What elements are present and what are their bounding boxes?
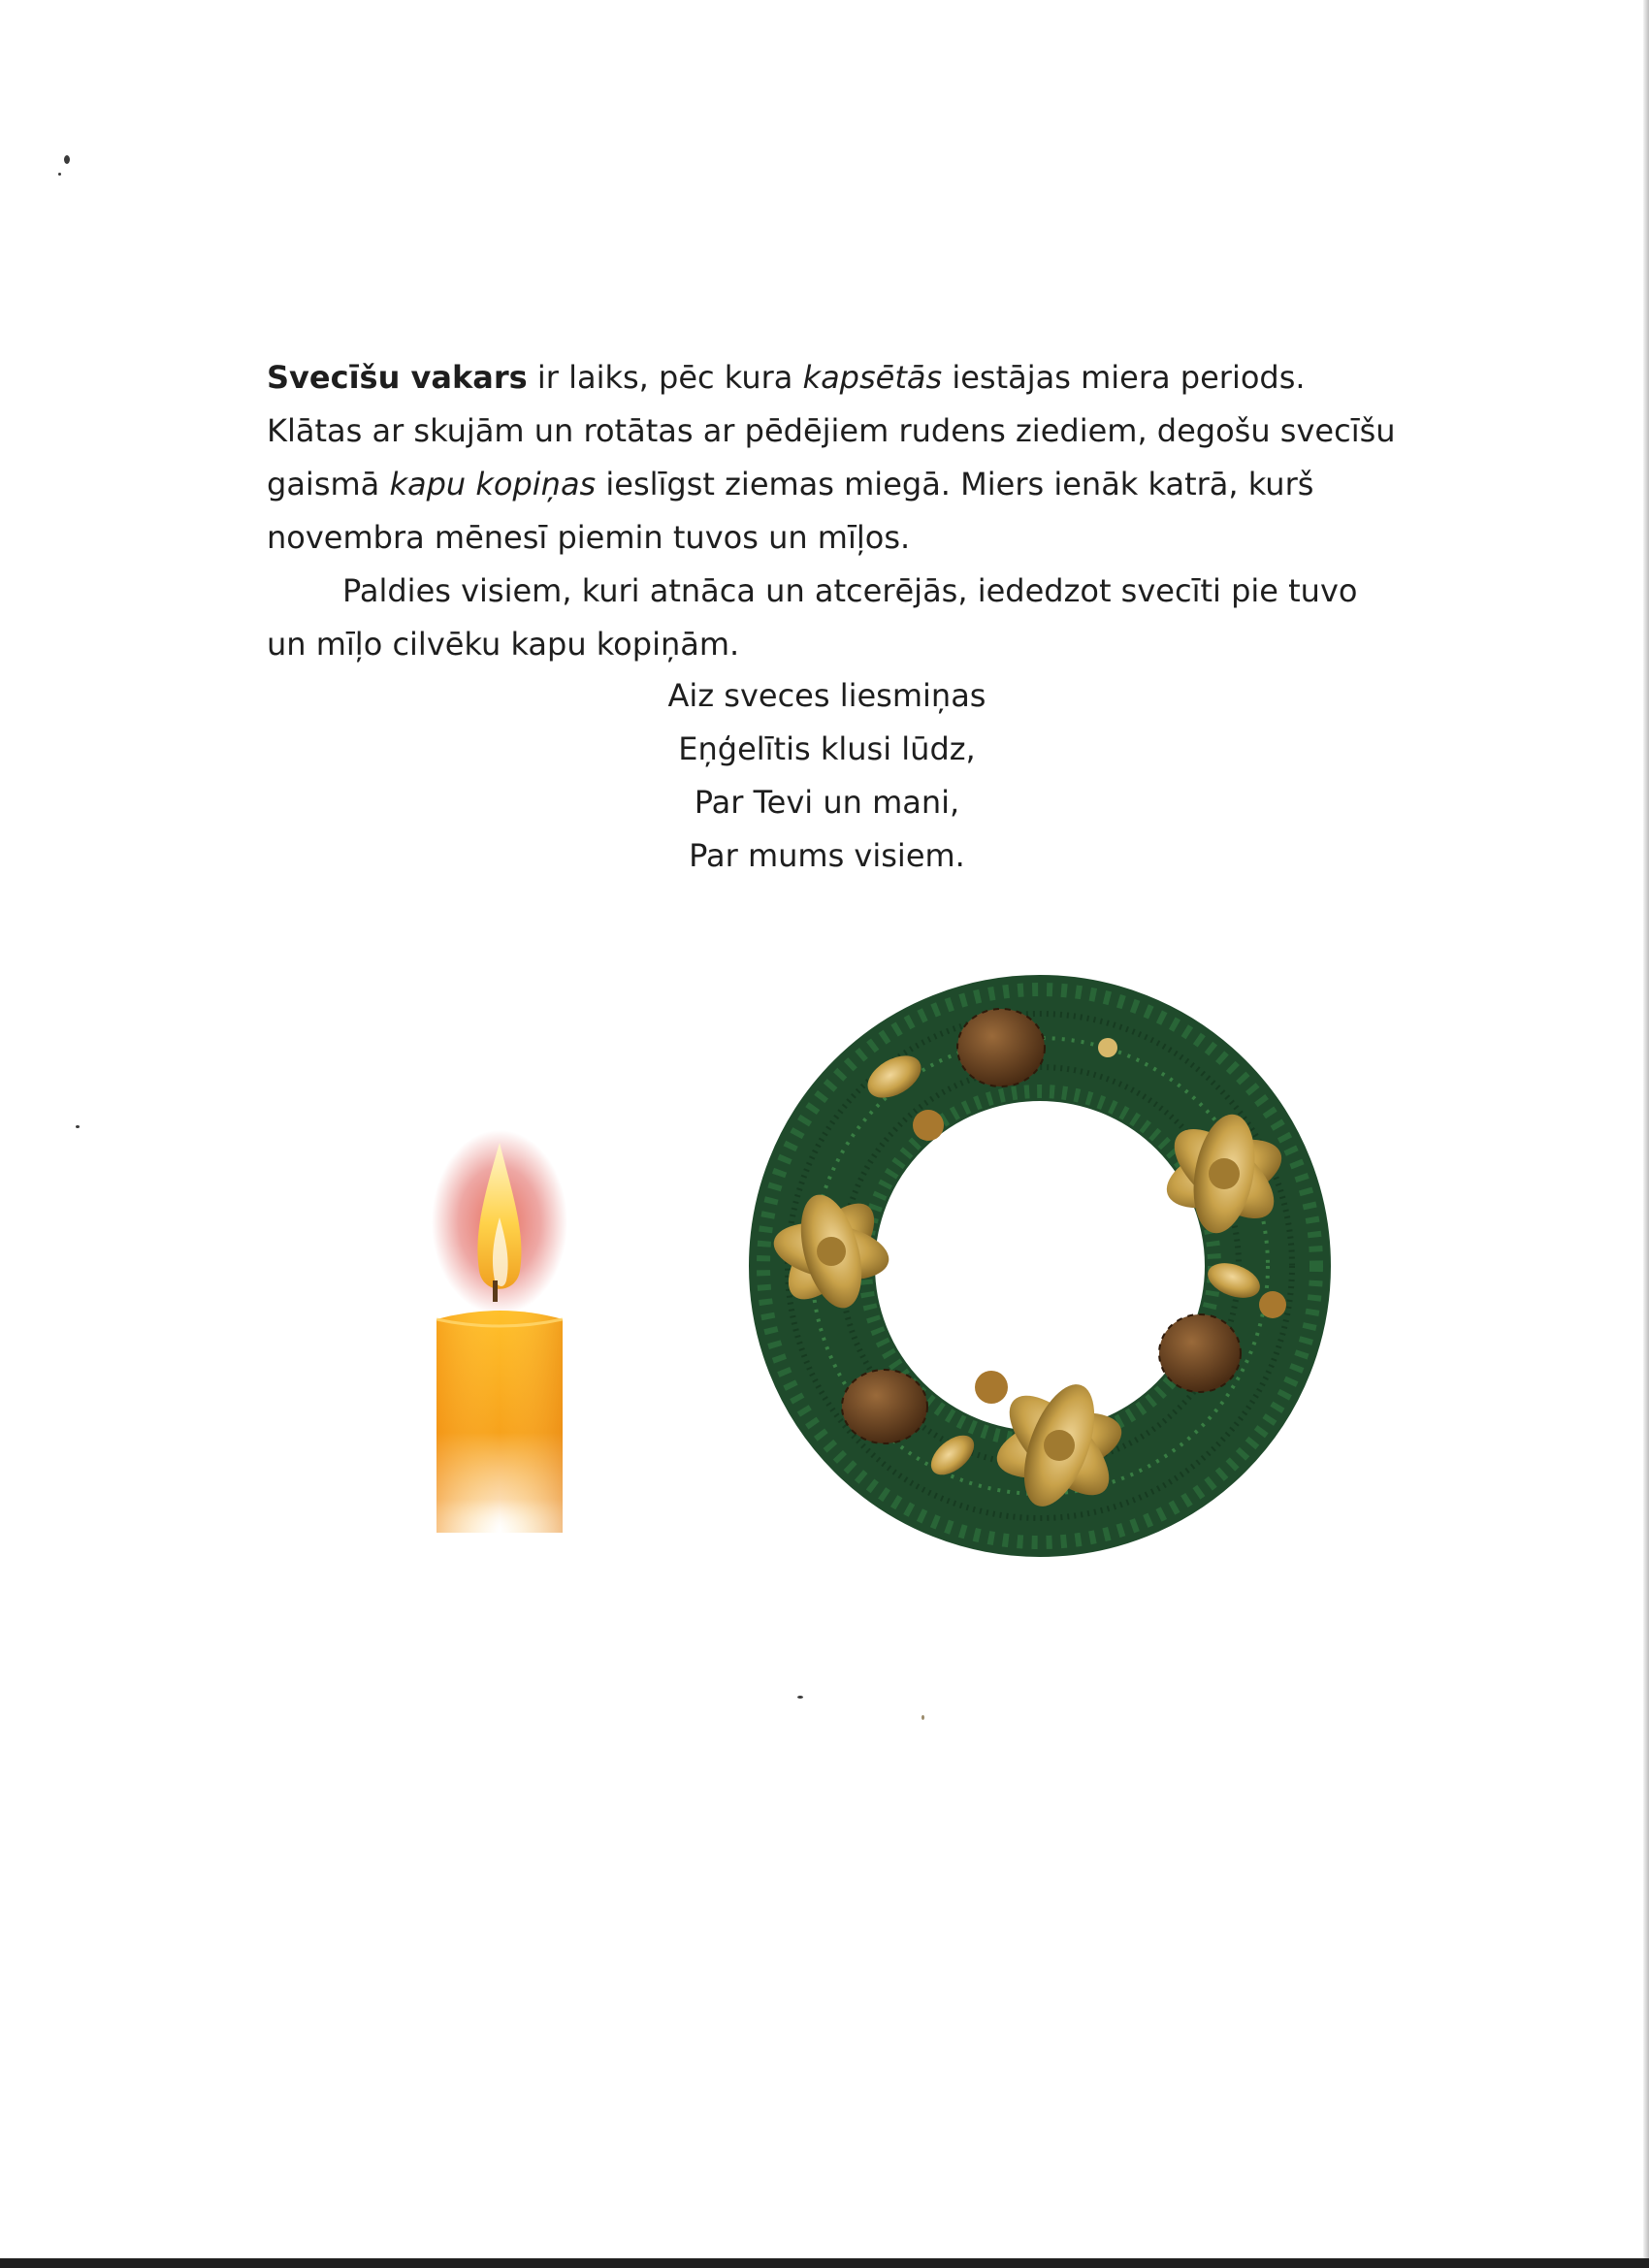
- poem: [534, 669, 1120, 883]
- scan-edge-bottom: [0, 2258, 1649, 2268]
- poem-line: Par Tevi un mani,: [694, 784, 960, 821]
- candle-icon: [417, 1125, 582, 1591]
- paragraph-intro-part3: ieslīgst ziemas miegā. Miers ienāk katrā, kurš novembra mēnesī piemin tuvos un mīļos.: [267, 466, 1314, 556]
- scan-speck: [922, 1715, 924, 1720]
- paragraph-intro-part1: ir laiks, pēc kura: [527, 359, 803, 396]
- scan-speck: [797, 1696, 803, 1699]
- scan-edge-right: [1643, 0, 1649, 2268]
- bold-lead: Svecīšu vakars: [267, 359, 528, 396]
- poem-line: Eņģelītis klusi lūdz,: [678, 730, 976, 767]
- poem-line: Par mums visiem.: [689, 837, 965, 874]
- italic-term-graves: kapu kopiņas: [389, 466, 597, 502]
- paragraph-thanks: Paldies visiem, kuri atnāca un atcerējās, iededzot svecīti pie tuvo un mīļo cilvēku kapu kopiņām.: [267, 572, 1358, 663]
- paragraph-intro-part2: iestājas miera periods. Klātas ar skujām un rotātas ar pēdējiem rudens ziediem, degošu svecīšu gaismā: [267, 359, 1396, 502]
- italic-term-cemeteries: kapsētās: [802, 359, 943, 396]
- scan-speck: [76, 1125, 80, 1128]
- paragraph-intro: [267, 351, 1402, 565]
- body-text: [267, 351, 1402, 671]
- wreath-icon: [729, 960, 1350, 1581]
- scan-speck: [58, 173, 61, 176]
- poem-line: Aiz sveces liesmiņas: [667, 677, 986, 714]
- scan-speck: [64, 155, 70, 164]
